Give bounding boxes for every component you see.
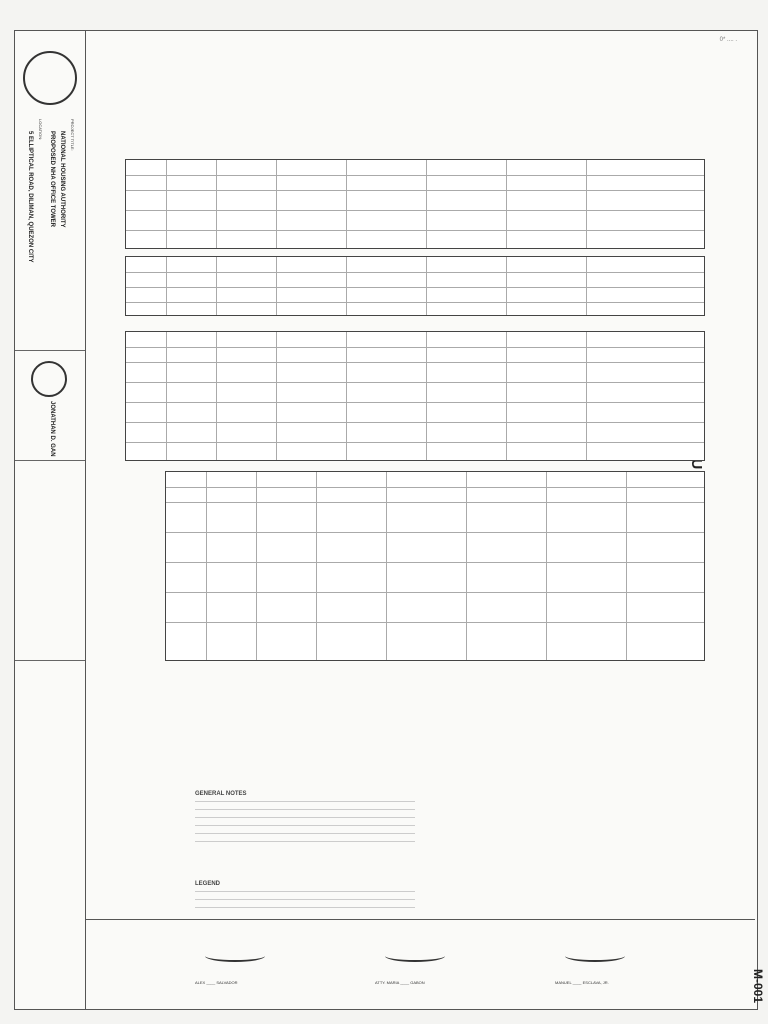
stamp-strip xyxy=(85,919,755,1009)
agency-name: NATIONAL HOUSING AUTHORITY xyxy=(59,131,65,228)
engineer-name: JONATHAN D. GAN xyxy=(49,401,55,457)
signature-mark-3 xyxy=(565,950,625,962)
project-info-cell xyxy=(15,111,85,351)
schedule-table-3 xyxy=(125,331,705,461)
top-corner-mark: 0* .... . xyxy=(719,37,737,43)
signature-mark-2 xyxy=(385,950,445,962)
general-notes-title: GENERAL NOTES xyxy=(195,791,247,797)
agency-seal-icon xyxy=(23,51,77,105)
title-block xyxy=(15,31,86,1009)
schedule-table-2 xyxy=(125,256,705,316)
signer-1-name: ALEX ____ SALVADOR xyxy=(195,980,238,985)
engineer-seal-icon xyxy=(31,361,67,397)
signature-cell xyxy=(15,661,85,1011)
project-title-label: PROJECT TITLE: xyxy=(70,119,75,151)
schedule-table-4 xyxy=(165,471,705,661)
signature-mark-1 xyxy=(205,950,265,962)
sheet-number: M-001 xyxy=(751,968,765,1003)
legend-title: LEGEND xyxy=(195,881,221,887)
signer-2-name: ATTY. MARIA ____ GABON xyxy=(375,980,425,985)
signer-3-name: MANUEL ____ ESCLAVA, JR. xyxy=(555,980,609,985)
location-text: 5 ELLIPTICAL ROAD, DILIMAN, QUEZON CITY xyxy=(27,131,33,263)
general-notes xyxy=(195,791,415,845)
project-name: PROPOSED NHA OFFICE TOWER xyxy=(49,131,55,228)
engineer-cell xyxy=(15,351,85,461)
drawing-sheet xyxy=(14,30,765,1010)
approval-cell xyxy=(15,461,85,661)
schedule-table-1 xyxy=(125,159,705,249)
legend xyxy=(195,881,415,911)
location-label: LOCATION: xyxy=(38,119,43,141)
